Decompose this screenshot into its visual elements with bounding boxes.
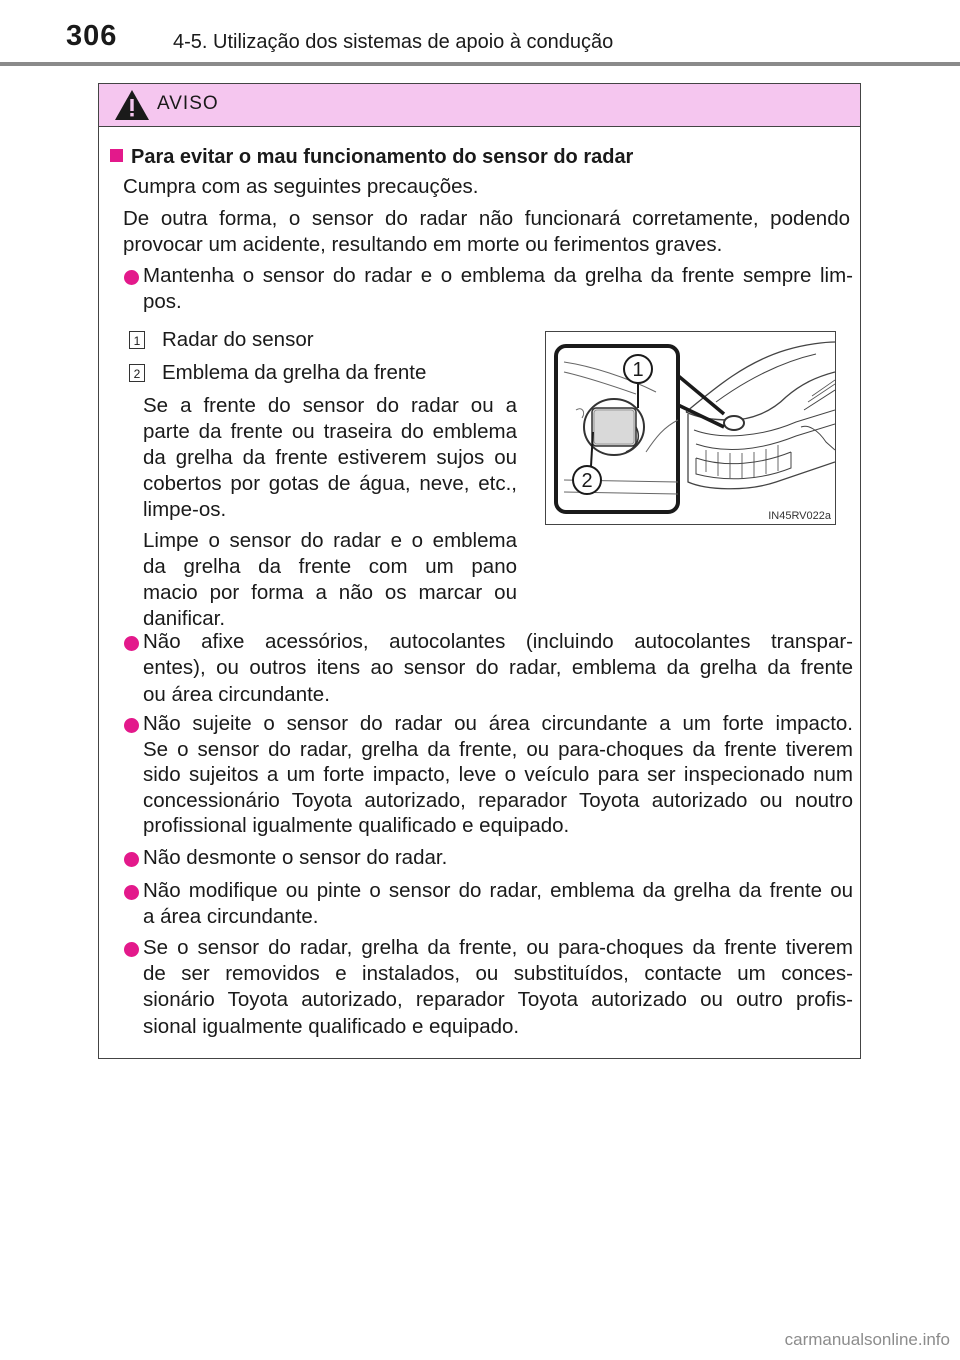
paragraph-line: macio por forma a não os marcar ou xyxy=(143,581,517,604)
callout-2: 2 xyxy=(581,470,593,492)
paragraph-line: da grelha da frente com um pano xyxy=(143,555,517,578)
paragraph-line: Não afixe acessórios, autocolantes (incluindo autocolantes transpar- xyxy=(143,630,853,653)
page-number: 306 xyxy=(66,20,118,52)
paragraph-line: cobertos por gotas de água, neve, etc., xyxy=(143,472,517,495)
bullet-dot-icon xyxy=(124,885,139,900)
paragraph-line: Se a frente do sensor do radar ou a xyxy=(143,394,517,417)
intro-paragraph-line2: provocar um acidente, resultando em morte ou ferimentos graves. xyxy=(123,233,723,256)
bullet1-line2: pos. xyxy=(143,290,182,313)
paragraph-line: Limpe o sensor do radar e o emblema xyxy=(143,529,517,552)
paragraph-line: a área circundante. xyxy=(143,905,319,928)
item-number-badge: 1 xyxy=(129,331,145,349)
bullet-dot-icon xyxy=(124,718,139,733)
item-number-badge: 2 xyxy=(129,364,145,382)
figure-id: IN45RV022a xyxy=(768,510,831,522)
bullet-dot-icon xyxy=(124,270,139,285)
square-bullet-icon xyxy=(110,149,123,162)
paragraph-line: da grelha da frente estiverem sujos ou xyxy=(143,446,517,469)
warning-title-bar xyxy=(99,84,860,127)
paragraph-line: profissional igualmente qualificado e equipado. xyxy=(143,814,570,837)
callout-1: 1 xyxy=(632,359,644,381)
header-divider xyxy=(0,62,960,66)
paragraph-line: concessionário Toyota autorizado, reparador Toyota autorizado ou noutro xyxy=(143,788,853,812)
paragraph-line: Se o sensor do radar, grelha da frente, ou para-choques da frente tiverem xyxy=(143,936,853,959)
warning-heading: Para evitar o mau funcionamento do sensor do radar xyxy=(110,144,633,171)
bullet-dot-icon xyxy=(124,942,139,957)
warning-label: AVISO xyxy=(157,93,219,114)
paragraph-line: Se o sensor do radar, grelha da frente, ou para-choques da frente tiverem xyxy=(143,737,853,761)
paragraph-line: sido sujeitos a um forte impacto, leve o veículo para ser inspecionado num xyxy=(143,763,853,786)
paragraph-line: Não desmonte o sensor do radar. xyxy=(143,846,448,869)
bullet-dot-icon xyxy=(124,852,139,867)
intro-text: Cumpra com as seguintes precauções. xyxy=(123,175,479,198)
bullet-dot-icon xyxy=(124,636,139,651)
page-header xyxy=(0,0,960,70)
paragraph-line: Não modifique ou pinte o sensor do radar, emblema da grelha da frente ou xyxy=(143,879,853,902)
intro-paragraph-line1: De outra forma, o sensor do radar não funcionará corretamente, podendo xyxy=(123,207,850,230)
site-watermark: carmanualsonline.info xyxy=(784,1330,950,1349)
bullet1-line1: Mantenha o sensor do radar e o emblema da grelha da frente sempre lim- xyxy=(143,264,853,287)
warning-triangle-icon xyxy=(113,88,151,122)
section-title: 4-5. Utilização dos sistemas de apoio à condução xyxy=(173,31,614,53)
paragraph-line: sional igualmente qualificado e equipado. xyxy=(143,1014,520,1038)
paragraph-line: entes), ou outros itens ao sensor do radar, emblema da grelha da frente xyxy=(143,656,853,680)
paragraph-line: ou área circundante. xyxy=(143,682,330,706)
item2-label: Emblema da grelha da frente xyxy=(162,361,427,384)
car-front-illustration xyxy=(546,332,835,524)
item1-label: Radar do sensor xyxy=(162,328,314,351)
radar-sensor-figure xyxy=(545,331,836,525)
paragraph-line: sionário Toyota autorizado, reparador Toyota autorizado ou outro profis- xyxy=(143,988,853,1012)
paragraph-line: parte da frente ou traseira do emblema xyxy=(143,420,517,443)
paragraph-line: danificar. xyxy=(143,607,226,630)
paragraph-line: limpe-os. xyxy=(143,498,227,521)
paragraph-line: Não sujeite o sensor do radar ou área circundante a um forte impacto. xyxy=(143,712,853,735)
paragraph-line: de ser removidos e instalados, ou substituídos, contacte um conces- xyxy=(143,962,853,986)
